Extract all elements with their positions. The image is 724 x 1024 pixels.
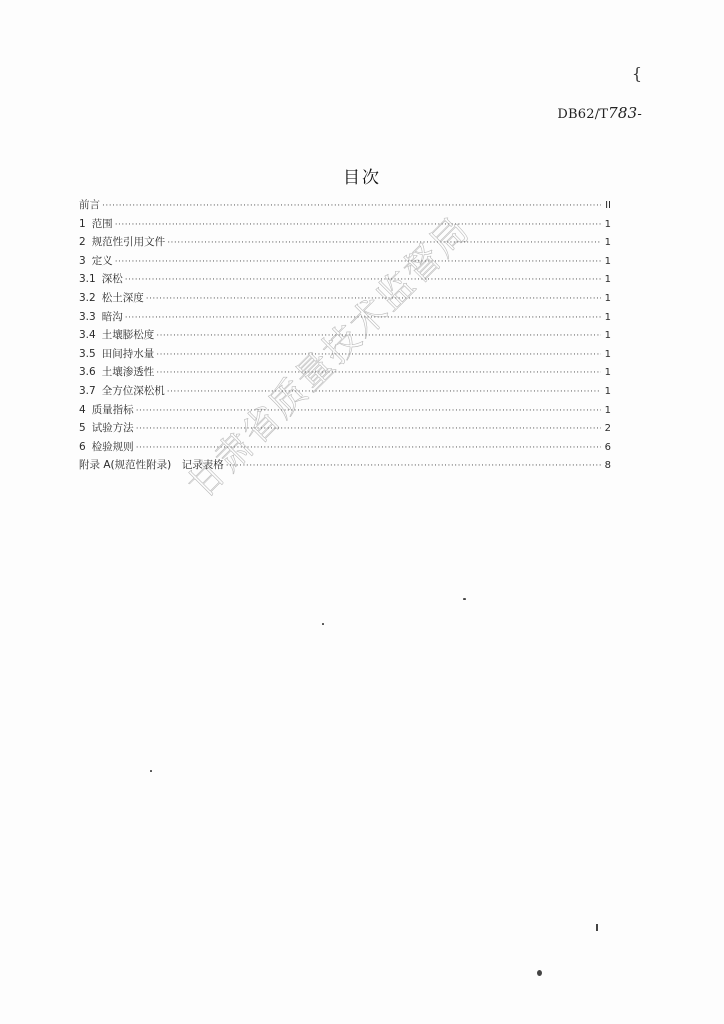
- toc-entry-page: 2: [604, 423, 611, 435]
- toc-entry-label: 定义: [91, 254, 113, 267]
- toc-entry-page: 1: [604, 348, 611, 360]
- toc-entry-label: 松土深度: [101, 291, 144, 304]
- toc-dot-leader: [115, 220, 601, 230]
- watermark: 甘肃省质量技术监督局: [180, 208, 479, 507]
- scan-speck: [596, 924, 598, 931]
- toc-dot-leader: [156, 368, 601, 378]
- toc-dot-leader: [115, 257, 601, 267]
- toc-entry-page: 1: [604, 218, 611, 230]
- toc-entry-number: 3.4: [79, 329, 96, 342]
- scan-speck: [463, 598, 466, 600]
- standard-code: [557, 104, 642, 122]
- scan-speck: [537, 970, 542, 976]
- toc-entry: [79, 234, 611, 253]
- toc-entry-number: 5: [79, 422, 86, 435]
- toc-dot-leader: [167, 238, 601, 248]
- toc-dot-leader: [136, 406, 601, 416]
- toc-entry-number: 2: [79, 236, 86, 249]
- toc-entry-number: 3.1: [79, 273, 96, 286]
- toc-entry: [79, 457, 611, 476]
- toc-entry-page: 1: [604, 292, 611, 304]
- toc-entry-label: 暗沟: [101, 310, 123, 323]
- toc-entry: [79, 216, 611, 235]
- toc-entry-number: 4: [79, 403, 86, 416]
- toc-entry-page: II: [605, 200, 611, 211]
- toc-title: 目次: [343, 168, 381, 188]
- toc-entry-label: 范围: [91, 217, 113, 230]
- toc-entry-number: 3.3: [79, 310, 96, 323]
- toc-entry-page: 1: [604, 255, 611, 267]
- toc-entry-label: 试验方法: [91, 422, 134, 435]
- toc-entry: [79, 197, 611, 216]
- standard-code-prefix: DB62/T: [557, 107, 609, 122]
- toc-entry-label: 附录 A(规范性附录) 记录表格: [79, 459, 224, 472]
- toc-entry-label: 检验规则: [91, 440, 134, 453]
- toc-entry-label: 质量指标: [91, 403, 134, 416]
- toc-entry-label: 规范性引用文件: [91, 236, 166, 249]
- toc-entry-label: 田间持水量: [101, 347, 155, 360]
- toc-entry-page: 1: [604, 237, 611, 249]
- toc-entry: [79, 439, 611, 458]
- toc-entry-number: 3.6: [79, 366, 96, 379]
- toc-entry-page: 8: [604, 460, 611, 472]
- toc-entry-page: 1: [604, 330, 611, 342]
- toc-entry-label: 全方位深松机: [101, 384, 165, 397]
- toc-entry-label: 前言: [79, 199, 100, 211]
- toc-entry-number: 1: [79, 217, 86, 230]
- toc-dot-leader: [156, 350, 601, 360]
- toc-entry: [79, 271, 611, 290]
- toc-entry-number: 3.2: [79, 291, 96, 304]
- toc-entry-label: 土壤膨松度: [101, 329, 155, 342]
- toc-entry: [79, 253, 611, 272]
- toc-entry-label: 深松: [101, 273, 123, 286]
- toc-entry-page: 6: [604, 441, 611, 453]
- toc-dot-leader: [102, 201, 601, 211]
- toc-entry: [79, 420, 611, 439]
- toc-entry-number: 6: [79, 440, 86, 453]
- header-mark: {: [631, 64, 642, 83]
- toc-entry-number: 3: [79, 254, 86, 267]
- toc-entry: [79, 383, 611, 402]
- toc-dot-leader: [226, 461, 601, 471]
- toc-entry-page: 1: [604, 404, 611, 416]
- toc-entry-page: 1: [604, 385, 611, 397]
- toc-entry-page: 1: [604, 274, 611, 286]
- standard-code-number: 783: [608, 104, 638, 122]
- toc-entry-number: 3.7: [79, 384, 96, 397]
- standard-code-suffix: -: [637, 107, 642, 122]
- toc-dot-leader: [167, 387, 601, 397]
- scan-speck: [150, 770, 152, 772]
- toc-entry-page: 1: [604, 367, 611, 379]
- toc-entry-number: 3.5: [79, 347, 96, 360]
- toc-entry-label: 土壤渗透性: [101, 366, 155, 379]
- toc-entry-page: 1: [604, 311, 611, 323]
- scan-speck: [322, 623, 324, 625]
- toc-entry: [79, 402, 611, 421]
- toc-dot-leader: [136, 424, 601, 434]
